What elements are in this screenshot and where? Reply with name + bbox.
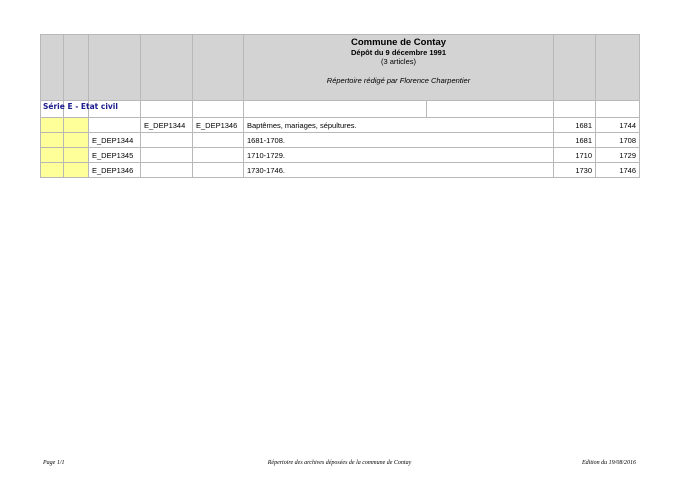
footer-title: Répertoire des archives déposées de la commune de Contay bbox=[267, 460, 412, 466]
date-end-cell: 1746 bbox=[596, 163, 640, 178]
date-start-cell: 1681 bbox=[554, 118, 596, 133]
header-cell bbox=[193, 35, 244, 101]
cote-start-cell bbox=[141, 148, 193, 163]
commune-title: Commune de Contay bbox=[351, 37, 447, 48]
header-title-cell bbox=[244, 35, 554, 101]
highlight-cell bbox=[64, 148, 89, 163]
highlight-cell bbox=[64, 133, 89, 148]
table-cell bbox=[596, 101, 640, 118]
cote-cell: E_DEP1345 bbox=[89, 148, 141, 163]
table-cell bbox=[244, 101, 427, 118]
table-row bbox=[41, 163, 640, 178]
date-end-cell: 1729 bbox=[596, 148, 640, 163]
table-cell bbox=[193, 101, 244, 118]
header-cell bbox=[554, 35, 596, 101]
table-cell bbox=[554, 101, 596, 118]
cote-end-cell bbox=[193, 148, 244, 163]
serie-heading bbox=[41, 101, 118, 118]
highlight-cell bbox=[64, 118, 89, 133]
table-header-row bbox=[41, 35, 640, 101]
author-note: Répertoire rédigé par Florence Charpentier bbox=[326, 76, 471, 86]
highlight-cell bbox=[41, 148, 64, 163]
date-start-cell: 1730 bbox=[554, 163, 596, 178]
date-end-cell: 1708 bbox=[596, 133, 640, 148]
header-cell bbox=[41, 35, 64, 101]
date-end-cell: 1744 bbox=[596, 118, 640, 133]
table-row bbox=[41, 118, 640, 133]
cote-start-cell: E_DEP1344 bbox=[141, 118, 193, 133]
edition-date: Edition du 19/08/2016 bbox=[582, 460, 636, 466]
table-row bbox=[41, 133, 640, 148]
depot-date: Dépôt du 9 décembre 1991 bbox=[350, 47, 447, 57]
serie-row bbox=[41, 101, 640, 118]
highlight-cell bbox=[41, 118, 64, 133]
table-cell bbox=[427, 101, 554, 118]
date-start-cell: 1681 bbox=[554, 133, 596, 148]
serie-label: Série E - Etat civil bbox=[43, 102, 118, 111]
cote-end-cell bbox=[193, 163, 244, 178]
table-cell bbox=[141, 101, 193, 118]
highlight-cell bbox=[64, 163, 89, 178]
cote-cell: E_DEP1344 bbox=[89, 133, 141, 148]
cote-start-cell bbox=[141, 163, 193, 178]
highlight-cell bbox=[41, 163, 64, 178]
cote-cell: E_DEP1346 bbox=[89, 163, 141, 178]
table-row bbox=[41, 148, 640, 163]
cote-cell bbox=[89, 118, 141, 133]
description-cell: 1710-1729. bbox=[244, 148, 554, 163]
cote-start-cell bbox=[141, 133, 193, 148]
highlight-cell bbox=[41, 133, 64, 148]
cote-end-cell bbox=[193, 133, 244, 148]
header-cell bbox=[141, 35, 193, 101]
header-cell bbox=[89, 35, 141, 101]
page-number: Page 1/1 bbox=[43, 460, 65, 466]
description-cell: 1730-1746. bbox=[244, 163, 554, 178]
date-start-cell: 1710 bbox=[554, 148, 596, 163]
archive-table bbox=[40, 34, 640, 178]
description-cell: 1681-1708. bbox=[244, 133, 554, 148]
header-cell bbox=[64, 35, 89, 101]
description-cell: Baptêmes, mariages, sépultures. bbox=[244, 118, 554, 133]
cote-end-cell: E_DEP1346 bbox=[193, 118, 244, 133]
article-count: (3 articles) bbox=[381, 56, 417, 66]
header-cell bbox=[596, 35, 640, 101]
